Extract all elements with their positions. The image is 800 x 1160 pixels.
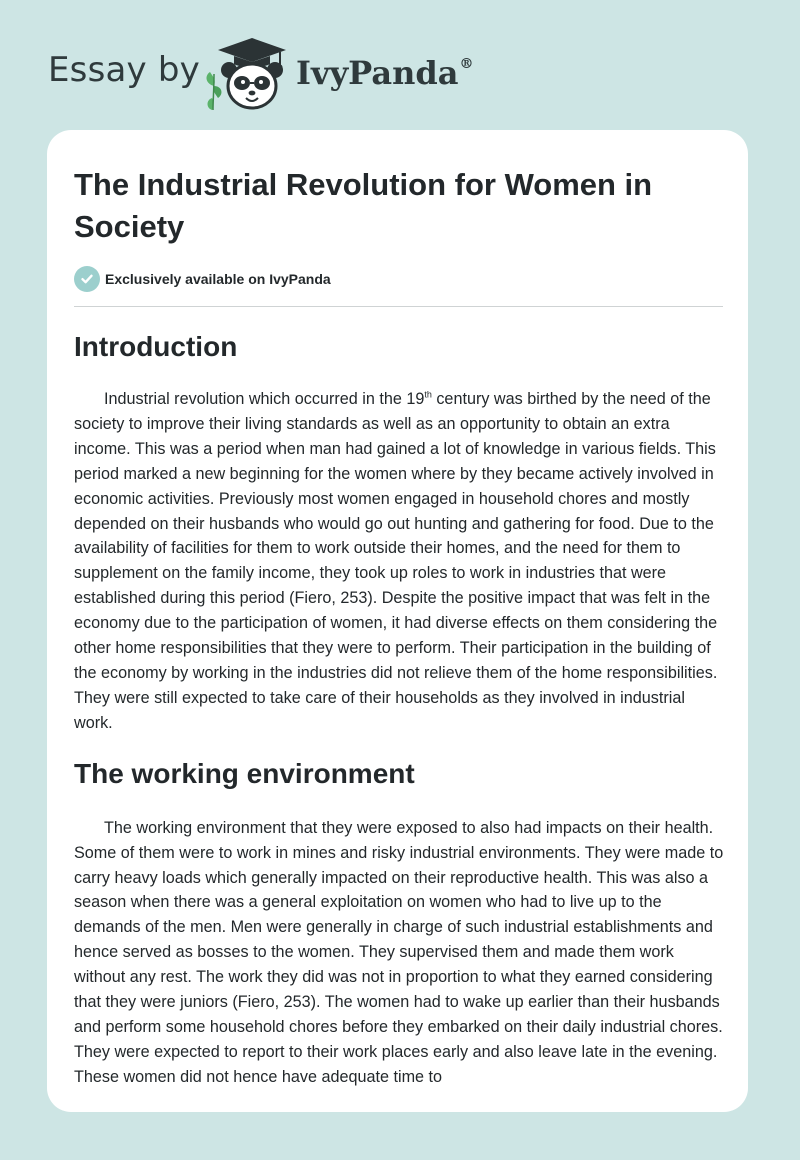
brand-prefix: Essay by — [48, 50, 200, 90]
site-header — [0, 0, 800, 130]
title-divider — [74, 306, 723, 307]
registered-mark: ® — [459, 56, 474, 72]
section-heading-introduction: Introduction — [74, 331, 238, 362]
section-heading-working-environment: The working environment — [74, 757, 415, 789]
introduction-text-start: Industrial revolution which occurred in the 19 — [104, 390, 425, 408]
check-circle-icon — [74, 266, 100, 292]
ordinal-suffix: th — [424, 389, 432, 400]
panda-graduate-icon[interactable] — [200, 34, 292, 112]
brand-name[interactable] — [296, 54, 473, 92]
essay-title: The Industrial Revolution for Women in Society — [74, 167, 653, 244]
introduction-text-rest: century was birthed by the need of the society to improve their living standards as well as an opportunity to obtain an extra income. This was a period when man had gained a lot of knowledge in various fields. This period marked a new beginning for the women where by they became actively involved in economic activities. Previously most women engaged in household chores and mostly depended on their husbands who would go out hunting and gathering for food. Due to the availability of facilities for them to work outside their homes, and the need for them to supplement on the family income, they took up roles to work in industries that were established during this period (Fiero, 253). Despite the positive impact that was felt in the economy due to the participation of women, it had diverse effects on them considering the other home responsibilities that they were to perform. Their participation in the building of the economy by working in the industries did not relieve them of the home responsibilities. They were still expected to take care of their households as they involved in industrial work. — [74, 390, 718, 732]
working-environment-paragraph: The working environment that they were exposed to also had impacts on their health. Some of them were to work in mines and risky industrial environments. They were made to carry heavy loads which generally impacted on their reproductive health. This was also a season when there was a general exploitation on women who had to live up to the demands of the men. Men were generally in charge of such industrial establishments and hence served as bosses to the women. They supervised them and made them work without any rest. The work they did was not in proportion to what they earned considering that they were juniors (Fiero, 253). The women had to wake up earlier than their husbands and perform some household chores before they embarked on their daily industrial chores. They were expected to report to their work places early and also leave late in the evening. These women did not hence have adequate time to — [74, 818, 724, 1086]
essay-content — [74, 130, 724, 1090]
essay-card — [47, 130, 748, 1112]
exclusive-badge — [74, 266, 724, 292]
introduction-paragraph — [74, 387, 724, 736]
exclusive-badge-label: Exclusively available on IvyPanda — [105, 271, 331, 287]
brand-name-text: IvyPanda — [296, 54, 459, 92]
